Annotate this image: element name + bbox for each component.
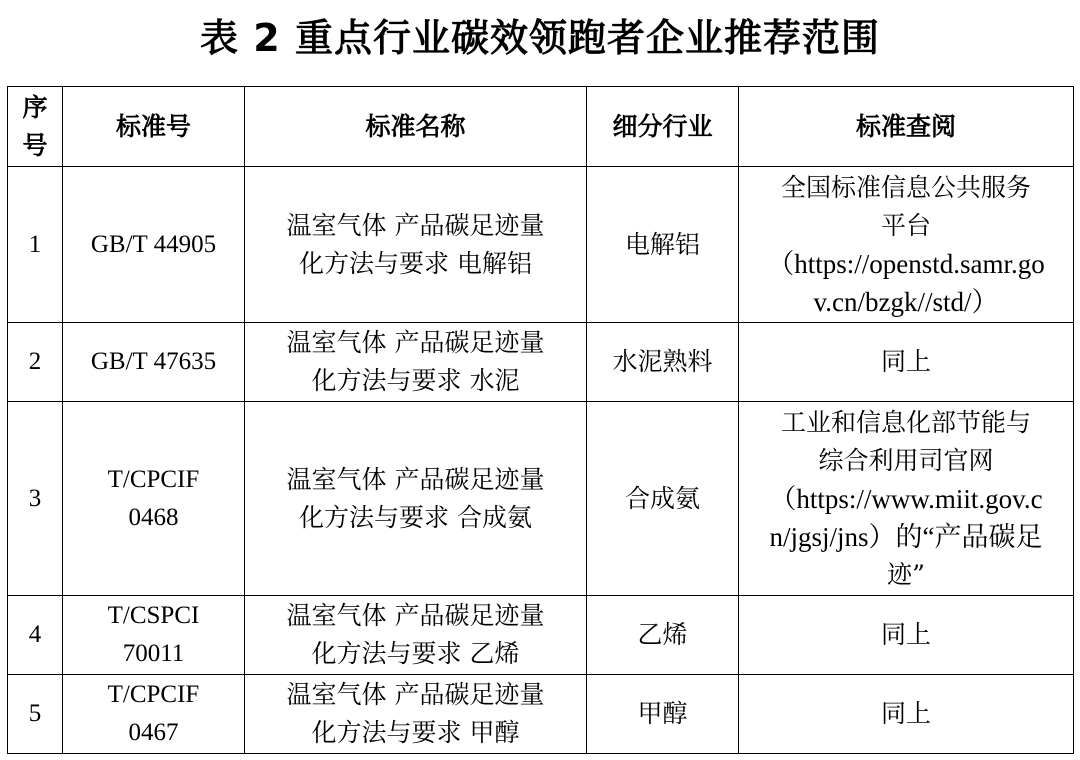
row-standard-name bbox=[245, 675, 587, 754]
std-no-line2: 0467 bbox=[128, 719, 179, 746]
std-name-line1: 温室气体 产品碳足迹量 bbox=[286, 464, 545, 494]
std-name-line2: 化方法与要求 合成氨 bbox=[299, 502, 532, 532]
table-row bbox=[8, 402, 1074, 596]
std-name-line1: 温室气体 产品碳足迹量 bbox=[286, 680, 545, 709]
table-row bbox=[8, 323, 1074, 402]
header-standard-lookup: 标准查阅 bbox=[739, 87, 1074, 167]
row-standard-lookup bbox=[739, 323, 1074, 402]
std-name-line2: 化方法与要求 电解铝 bbox=[299, 248, 532, 278]
header-industry: 细分行业 bbox=[587, 87, 739, 167]
header-seq bbox=[8, 87, 63, 167]
row-industry: 甲醇 bbox=[587, 675, 739, 754]
row-standard-number bbox=[63, 675, 245, 754]
table-title: 表 2 重点行业碳效领跑者企业推荐范围 bbox=[200, 16, 880, 60]
standards-table bbox=[7, 86, 1074, 754]
lookup-line1: 同上 bbox=[880, 620, 931, 649]
std-no-line1: GB/T 47635 bbox=[90, 348, 217, 375]
std-name-line1: 温室气体 产品碳足迹量 bbox=[286, 210, 545, 240]
lookup-line2: 综合利用司官网 bbox=[818, 445, 994, 475]
header-seq-line1: 序 bbox=[22, 92, 48, 122]
header-standard-name: 标准名称 bbox=[245, 87, 587, 167]
header-standard-number: 标准号 bbox=[63, 87, 245, 167]
std-name-line2: 化方法与要求 乙烯 bbox=[311, 639, 520, 668]
row-industry: 电解铝 bbox=[587, 167, 739, 323]
row-seq: 3 bbox=[8, 402, 63, 596]
header-seq-line2: 号 bbox=[22, 130, 48, 160]
row-standard-number bbox=[63, 323, 245, 402]
row-standard-number bbox=[63, 167, 245, 323]
row-seq: 5 bbox=[8, 675, 63, 754]
lookup-line5: 迹” bbox=[887, 559, 925, 589]
row-seq: 1 bbox=[8, 167, 63, 323]
row-standard-number bbox=[63, 402, 245, 596]
row-standard-name bbox=[245, 323, 587, 402]
std-name-line1: 温室气体 产品碳足迹量 bbox=[286, 328, 545, 357]
row-industry: 水泥熟料 bbox=[587, 323, 739, 402]
std-no-line2: 0468 bbox=[128, 503, 179, 531]
table-row bbox=[8, 675, 1074, 754]
row-seq: 4 bbox=[8, 596, 63, 675]
std-name-line2: 化方法与要求 甲醇 bbox=[311, 718, 520, 747]
std-no-line2: 70011 bbox=[122, 640, 185, 667]
row-industry: 合成氨 bbox=[587, 402, 739, 596]
row-industry: 乙烯 bbox=[587, 596, 739, 675]
std-no-line1: T/CPCIF bbox=[107, 465, 200, 493]
std-no-line1: T/CPCIF bbox=[107, 681, 200, 708]
lookup-link-line2[interactable]: v.cn/bzgk//std/） bbox=[813, 286, 999, 317]
lookup-link-line1[interactable]: （https://openstd.samr.go bbox=[767, 248, 1045, 279]
lookup-line2: 平台 bbox=[880, 210, 931, 240]
table-header-row bbox=[8, 87, 1074, 167]
std-no-line1: T/CSPCI bbox=[107, 602, 200, 629]
lookup-line1: 工业和信息化部节能与 bbox=[780, 407, 1031, 437]
std-name-line1: 温室气体 产品碳足迹量 bbox=[286, 601, 545, 630]
lookup-line1: 同上 bbox=[880, 347, 931, 376]
table-row bbox=[8, 167, 1074, 323]
lookup-link-line1[interactable]: （https://www.miit.gov.c bbox=[769, 483, 1043, 514]
row-standard-lookup bbox=[739, 167, 1074, 323]
table-row bbox=[8, 596, 1074, 675]
std-name-line2: 化方法与要求 水泥 bbox=[311, 366, 520, 395]
row-standard-name bbox=[245, 402, 587, 596]
row-standard-name bbox=[245, 596, 587, 675]
row-seq: 2 bbox=[8, 323, 63, 402]
lookup-link-line2[interactable]: n/jgsj/jns）的“产品碳足 bbox=[769, 521, 1043, 552]
row-standard-name bbox=[245, 167, 587, 323]
row-standard-lookup bbox=[739, 402, 1074, 596]
row-standard-lookup bbox=[739, 675, 1074, 754]
row-standard-number bbox=[63, 596, 245, 675]
row-standard-lookup bbox=[739, 596, 1074, 675]
lookup-line1: 同上 bbox=[880, 699, 931, 728]
std-no-line1: GB/T 44905 bbox=[90, 230, 217, 258]
lookup-line1: 全国标准信息公共服务 bbox=[780, 172, 1031, 202]
